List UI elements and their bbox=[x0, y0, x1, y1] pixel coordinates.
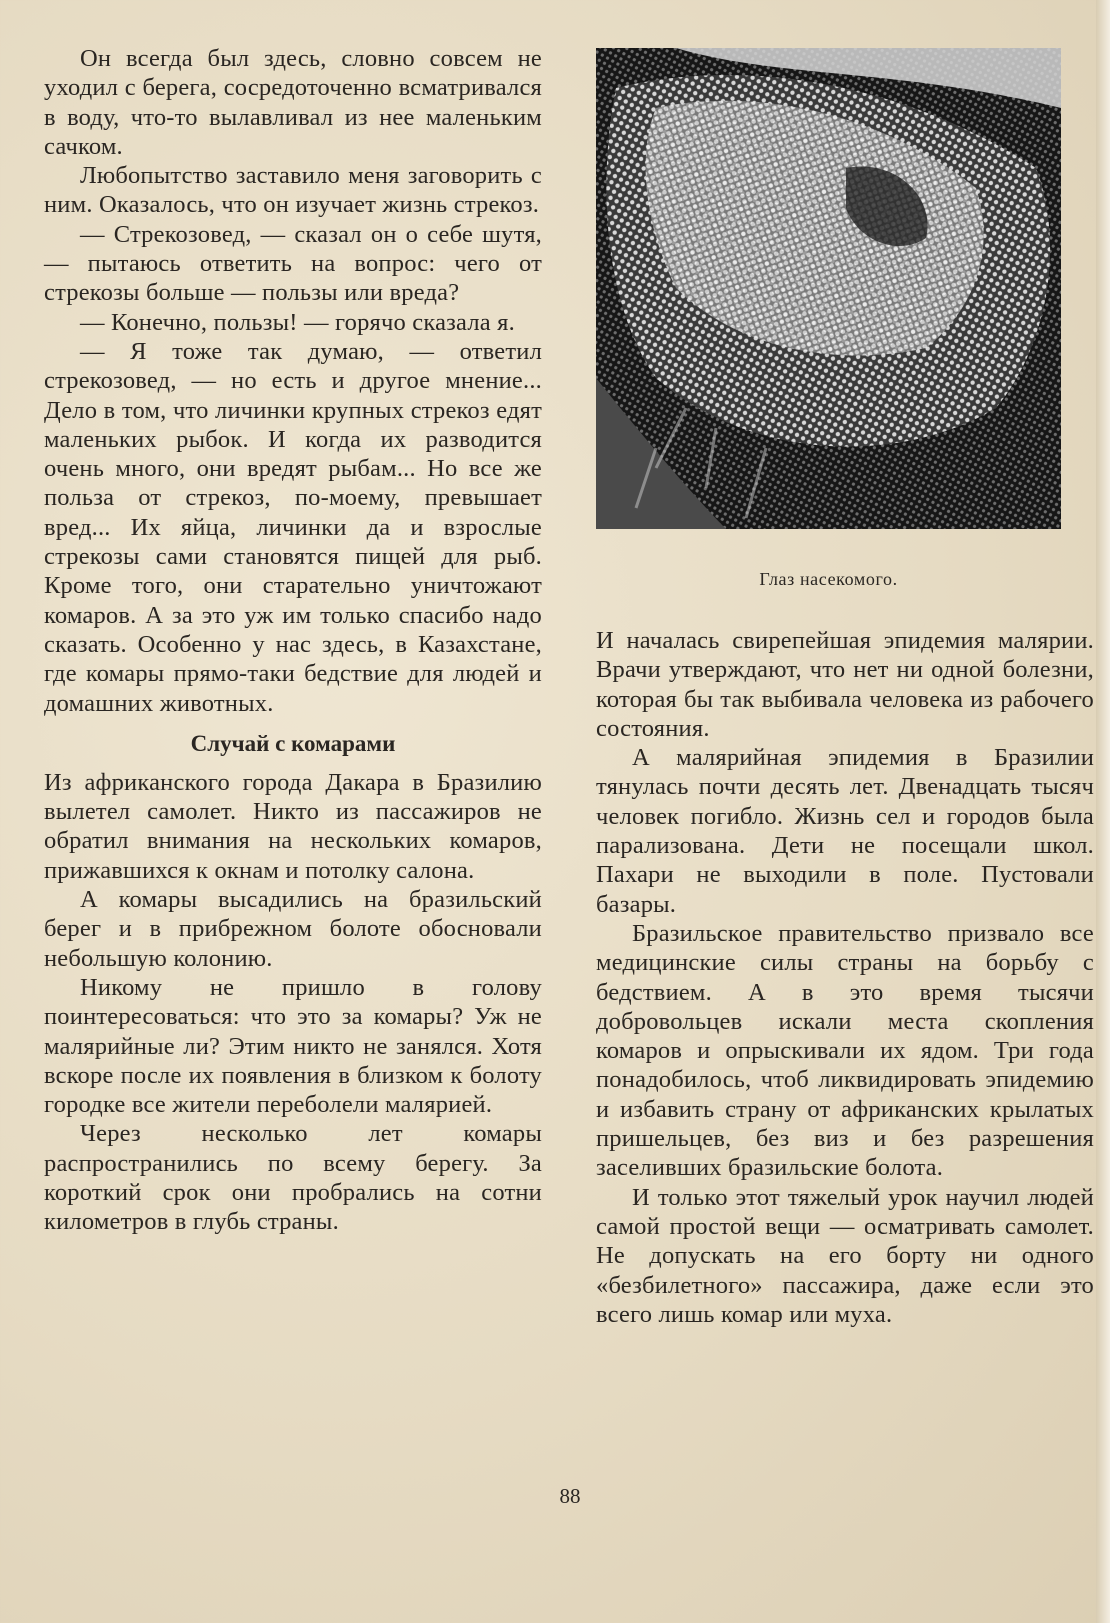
paragraph: Из африканского города Дакара в Бразилию вылетел самолет. Никто из пассажиров не обратил внимания на нескольких комаров, прижавшихся к окнам и потолку салона. bbox=[44, 768, 542, 884]
insect-eye-image bbox=[596, 48, 1061, 529]
paragraph: И началась свирепейшая эпидемия малярии. Врачи утверждают, что нет ни одной болезни, которая бы так выбивала человека из рабочего состояния. bbox=[596, 627, 1094, 742]
paragraph: А комары высадились на бразильский берег и в прибрежном болоте обосновали небольшую колонию. bbox=[44, 886, 542, 972]
page-number: 88 bbox=[559, 1484, 581, 1508]
paragraph: Никому не пришло в голову поинтересоваться: что это за комары? Уж не малярийные ли? Этим никто не занялся. Хотя вскоре после их появления в близком к болоту городке все жители переболели малярией. bbox=[44, 973, 542, 1119]
section-heading: Случай с комарами bbox=[190, 730, 396, 756]
paragraph: — Я тоже так думаю, — ответил стрекозовед, — но есть и другое мнение... Дело в том, что личинки крупных стрекоз едят маленьких рыбок. И когда их разводится очень много, они вредят рыбам... Но все же польза от стрекоз, по-моему, превышает вред... Их яйца, личинки да и взрослые стрекозы сами становятся пищей для рыб. Кроме того, они старательно уничтожают комаров. А за это уж им только спасибо надо сказать. Особенно у нас здесь, в Казахстане, где комары прямо-таки бедствие для людей и домашних животных. bbox=[44, 337, 542, 717]
paragraph: А малярийная эпидемия в Бразилии тянулась почти десять лет. Двенадцать тысяч человек погибло. Жизнь сел и городов была парализована. Дети не посещали школ. Пахари не выходили в поле. Пустовали базары. bbox=[596, 744, 1094, 918]
paragraph: И только этот тяжелый урок научил людей самой простой вещи — осматривать самолет. Не допускать на его борту ни одного «безбилетного» пассажира, даже если это всего лишь комар или муха. bbox=[596, 1183, 1094, 1328]
figure-caption: Глаз насекомого. bbox=[759, 569, 898, 589]
paragraph: — Стрекозовед, — сказал он о себе шутя, — пытаюсь ответить на вопрос: чего от стрекозы больше — пользы или вреда? bbox=[44, 220, 542, 307]
left-column bbox=[44, 44, 542, 1237]
paragraph: Любопытство заставило меня заговорить с ним. Оказалось, что он изучает жизнь стрекоз. bbox=[44, 162, 542, 219]
page-edge bbox=[1096, 0, 1110, 1623]
paragraph: Бразильское правительство призвало все медицинские силы страны на борьбу с бедствием. А в это время тысячи добровольцев искали места скопления комаров и опрыскивали их ядом. Три года понадобилось, чтоб ликвидировать эпидемию и избавить страну от африканских крылатых пришельцев, без виз и без разрешения заселивших бразильские болота. bbox=[596, 919, 1094, 1182]
paragraph: Он всегда был здесь, словно совсем не уходил с берега, сосредоточенно всматривался в воду, что-то вылавливал из нее маленьким сачком. bbox=[44, 45, 542, 160]
insect-eye-photo bbox=[596, 48, 1061, 529]
paragraph: — Конечно, пользы! — горячо сказала я. bbox=[80, 308, 515, 336]
paragraph: Через несколько лет комары распространились по всему берегу. За короткий срок они пробрались на сотни километров в глубь страны. bbox=[44, 1120, 542, 1236]
right-column bbox=[596, 626, 1094, 1329]
